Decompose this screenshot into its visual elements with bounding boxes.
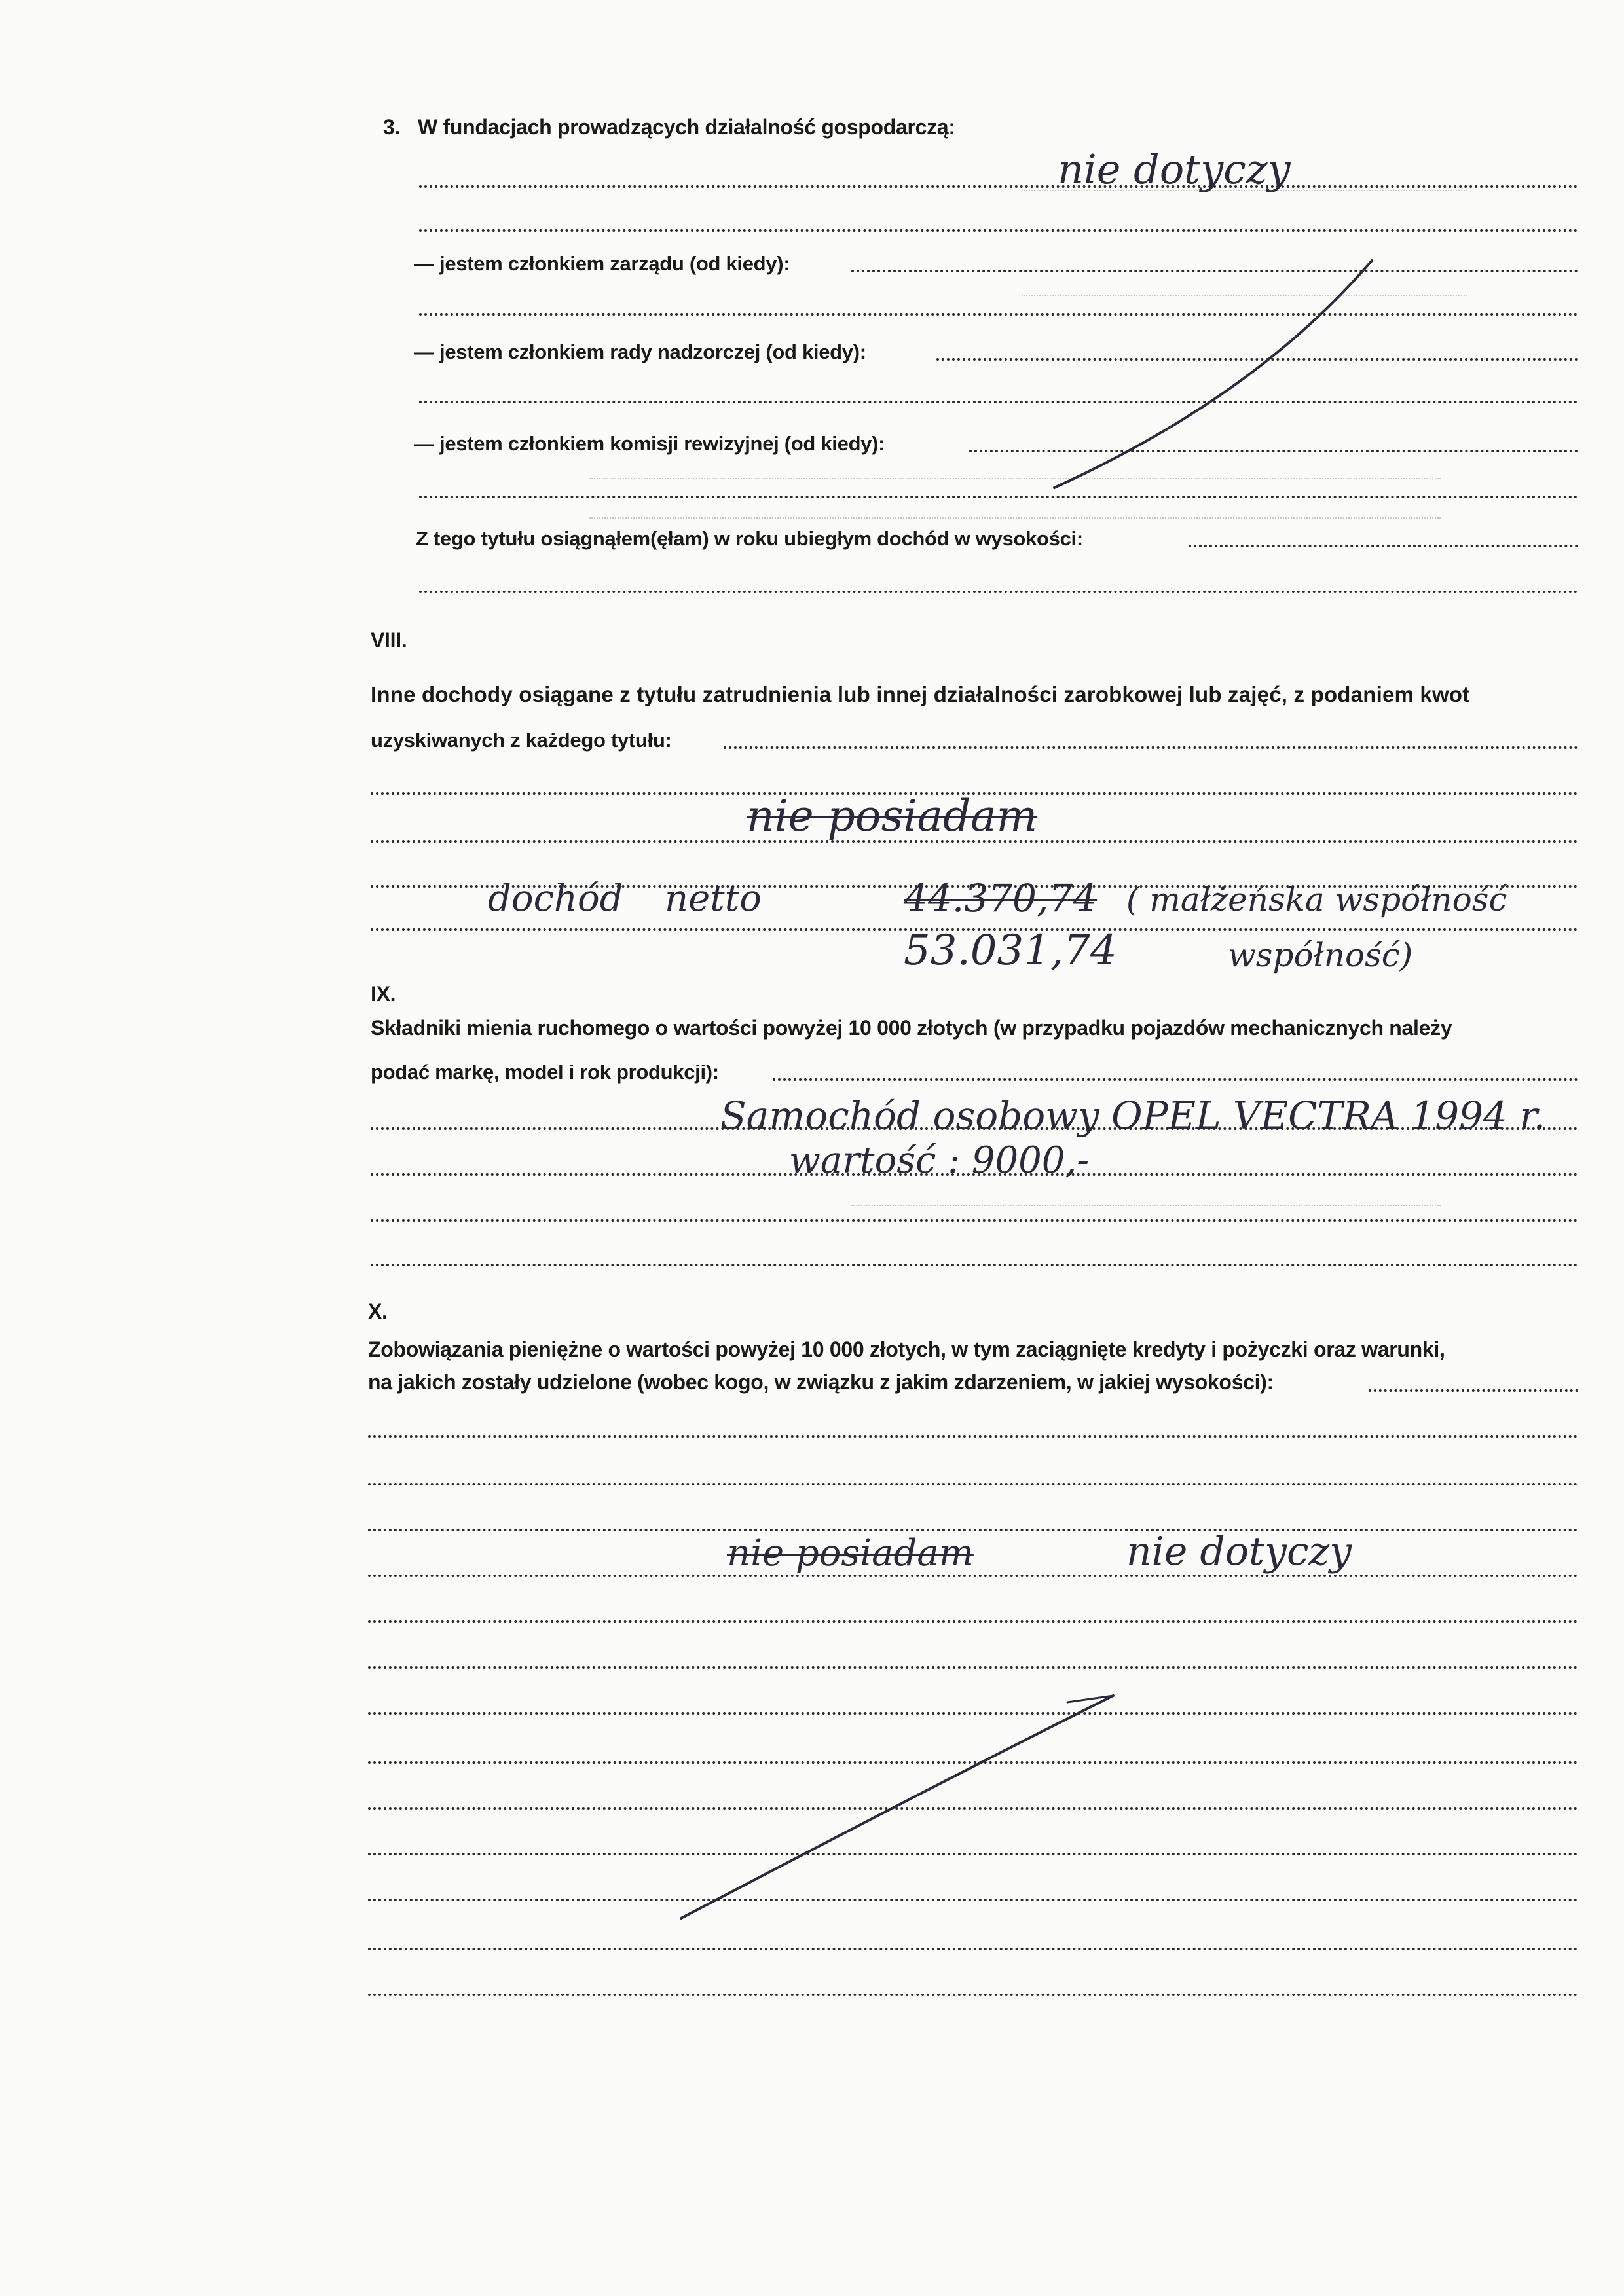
item-title: W fundacjach prowadzących działalność gospodarczą:: [418, 115, 955, 139]
section-heading-viii: VIII.: [371, 629, 407, 652]
handwritten-word: netto: [665, 877, 762, 920]
section9-text-line2: podać markę, model i rok produkcji):: [371, 1061, 719, 1084]
diagonal-cancel-stroke-upper: [1054, 261, 1372, 488]
section-heading-x: X.: [368, 1300, 388, 1323]
handwritten-value: wartość : 9000,-: [789, 1139, 1090, 1182]
section8-text-line1: Inne dochody osiągane z tytułu zatrudnienia lub innej działalności zarobkowej lub zajęć, z podaniem kwot: [371, 682, 1470, 706]
section9-text-line1: Składniki mienia ruchomego o wartości powyżej 10 000 złotych (w przypadku pojazdów mechanicznych należy: [371, 1016, 1452, 1040]
handwritten-answer: nie dotyczy: [1126, 1529, 1352, 1575]
handwritten-note: ( małżeńska współność: [1126, 881, 1507, 919]
label-rada: — jestem członkiem rady nadzorczej (od kiedy):: [414, 340, 866, 363]
handwritten-answer: nie dotyczy: [1058, 145, 1291, 193]
item-number: 3.: [383, 115, 401, 139]
section8-text-line2: uzyskiwanych z każdego tytułu:: [371, 729, 672, 752]
handwritten-struck-amount: 44.370,74: [904, 876, 1098, 920]
diagonal-cancel-stroke-lower: [681, 1696, 1113, 1918]
section10-text-line2: na jakich zostały udzielone (wobec kogo, w związku z jakim zdarzeniem, w jakiej wysokości):: [368, 1370, 1274, 1394]
handwritten-word: dochód: [488, 877, 623, 920]
handwritten-struck-text: nie posiadam: [727, 1532, 974, 1575]
handwritten-note: współność): [1228, 936, 1413, 974]
section-heading-ix: IX.: [371, 982, 396, 1006]
label-komisja: — jestem członkiem komisji rewizyjnej (od kiedy):: [414, 432, 885, 455]
handwritten-struck-text: nie posiadam: [747, 791, 1038, 841]
label-dochod: Z tego tytułu osiągnąłem(ęłam) w roku ubiegłym dochód w wysokości:: [416, 527, 1083, 550]
handwritten-amount: 53.031,74: [904, 926, 1117, 975]
section10-text-line1: Zobowiązania pieniężne o wartości powyżej 10 000 złotych, w tym zaciągnięte kredyty i pożyczki oraz warunki,: [368, 1338, 1445, 1361]
handwritten-vehicle: Samochód osobowy OPEL VECTRA 1994 r.: [720, 1093, 1546, 1138]
label-zarzad: — jestem członkiem zarządu (od kiedy):: [414, 252, 790, 275]
